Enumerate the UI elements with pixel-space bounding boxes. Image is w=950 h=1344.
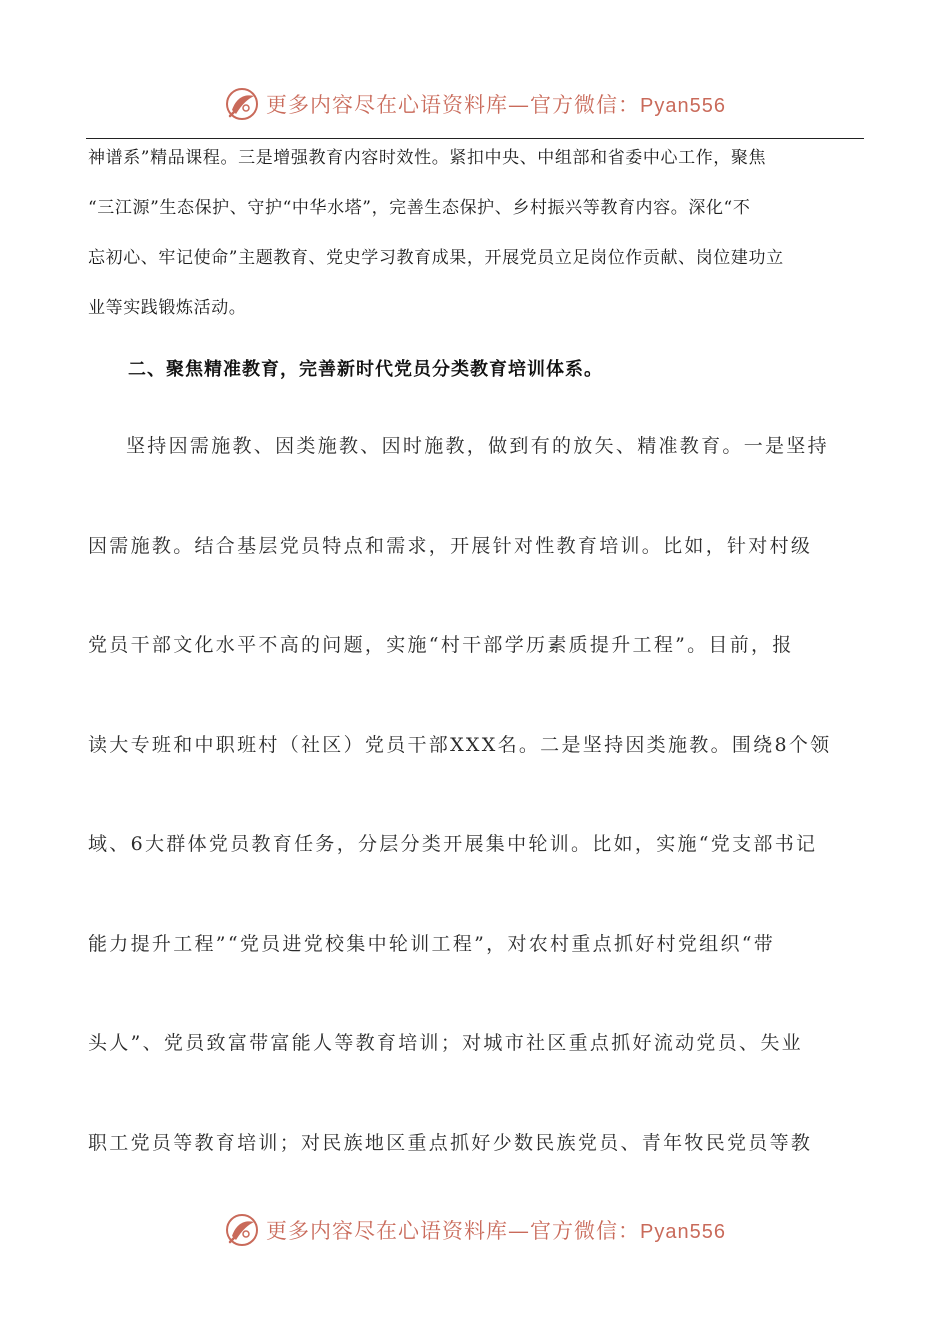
text-line: 业等实践锻炼活动。: [88, 298, 247, 318]
footer-watermark-text: [266, 1215, 726, 1245]
text-line: 读大专班和中职班村（社区）党员干部XXX名。二是坚持因类施教。围绕8个领: [88, 733, 832, 756]
text-line: 因需施教。结合基层党员特点和需求，开展针对性教育培训。比如，针对村级: [88, 534, 813, 557]
header-watermark-text: [266, 89, 726, 119]
footer-watermark-id: Pyan556: [640, 1221, 726, 1243]
text-line: 能力提升工程”“党员进党校集中轮训工程”，对农村重点抓好村党组织“带: [88, 932, 776, 955]
pen-logo-icon: [224, 86, 260, 122]
text-line: 党员干部文化水平不高的问题，实施“村干部学历素质提升工程”。目前，报: [88, 634, 794, 656]
pen-logo-icon: [224, 1212, 260, 1248]
text-line: 头人”、党员致富带富能人等教育培训；对城市社区重点抓好流动党员、失业: [88, 1032, 803, 1054]
text-line: 神谱系”精品课程。三是增强教育内容时效性。紧扣中央、中组部和省委中心工作，聚焦: [88, 148, 767, 168]
text-line: 职工党员等教育培训；对民族地区重点抓好少数民族党员、青年牧民党员等教: [88, 1131, 813, 1154]
section-heading: 二、聚焦精准教育，完善新时代党员分类教育培训体系。: [128, 359, 603, 380]
header-watermark: [0, 82, 950, 126]
body-paragraph: [88, 428, 862, 1224]
text-line: 域、6大群体党员教育任务，分层分类开展集中轮训。比如，实施“党支部书记: [88, 833, 818, 855]
footer-watermark-label: 更多内容尽在心语资料库—官方微信：: [266, 1219, 641, 1243]
text-line: 忘初心、牢记使命”主题教育、党史学习教育成果，开展党员立足岗位作贡献、岗位建功立: [88, 248, 784, 268]
text-line: “三江源”生态保护、守护“中华水塔”，完善生态保护、乡村振兴等教育内容。深化“不: [88, 198, 751, 218]
header-watermark-id: Pyan556: [640, 95, 726, 117]
header-watermark-label: 更多内容尽在心语资料库—官方微信：: [266, 93, 641, 117]
continued-paragraph: [88, 146, 862, 346]
header-divider: [86, 138, 864, 139]
text-line: 坚持因需施教、因类施教、因时施教，做到有的放矢、精准教育。一是坚持: [126, 435, 829, 457]
footer-watermark: [0, 1208, 950, 1252]
